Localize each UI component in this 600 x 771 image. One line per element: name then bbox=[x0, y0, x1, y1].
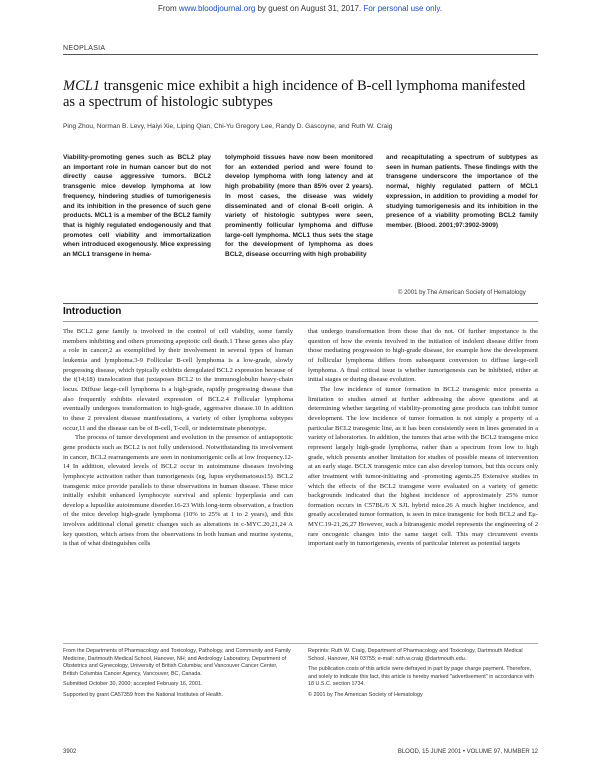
section-subrule bbox=[63, 321, 538, 322]
submission-note: Submitted October 30, 2000; accepted February 16, 2001. bbox=[63, 681, 203, 688]
footnote-copyright: © 2001 by The American Society of Hematology bbox=[308, 691, 423, 698]
body-paragraph: that undergo transformation from those that do not. Of further importance is the question of how the events involved in the initiation of indolent disease differ from those mediating progression to high-grade disease, for example how the development of follicular lymphoma differs from subsequent conversion to diffuse large-cell lymphoma. A final critical issue is whether tumorigenesis can be inhibited, either at initial stages or during disease evolution. bbox=[308, 328, 538, 384]
abstract-column-2: tolymphoid tissues have now been monitored for an extended period and were found to develop lymphoma with long latency and at high probability (more than 85% over 2 years). In most cases, the disease was widely disseminated and of clonal B-cell origin. A variety of histologic subtypes were seen, prominently follicular lymphoma and diffuse large-cell lymphoma. MCL1 thus sets the stage for the development of lymphoma as does BCL2, disease occurring with high probability bbox=[225, 154, 373, 259]
section-rule bbox=[63, 303, 538, 304]
title-gene-name: MCL1 bbox=[63, 78, 101, 94]
abstract-column-1: Viability-promoting genes such as BCL2 play an important role in human cancer but do not directly cause aggressive tumors. BCL2 transgenic mice develop lymphoma at low frequency, hindering studies of tumorigenesis and its inhibition in the presence of such gene products. MCL1 is a member of the BCL2 family that is highly regulated endogenously and that promotes cell viability and immortalization when introduced exogenously. Mice expressing an MCL1 transgene in hema- bbox=[63, 154, 211, 259]
body-column-right bbox=[308, 327, 538, 549]
affiliations-note: From the Departments of Pharmacology and Toxicology, Pathology, and Community and Family Medicine, Dartmouth Medical School, Hanover, NH; and Andrology Laboratory, Department of Obstetrics and Gynecology, University of British Columbia; and Vancouver Cancer Center, British Columbia Cancer Agency, Vancouver, BC, Canada. bbox=[63, 648, 291, 677]
download-notice bbox=[0, 4, 600, 13]
publication-cost-note: The publication costs of this article were defrayed in part by page charge payment. Therefore, and solely to indicate this fact, this article is hereby marked "advertisement" in accordance with 18 U.S.C. section 1734. bbox=[308, 666, 534, 688]
footnote-rule bbox=[63, 643, 538, 644]
download-from-text: From bbox=[157, 4, 177, 13]
reprints-note: Reprints: Ruth W. Craig, Department of Pharmacology and Toxicology, Dartmouth Medical School, Hanover, NH 03755; e-mail: ruth.w.craig @dartmouth.edu. bbox=[308, 648, 523, 662]
header-rule bbox=[63, 54, 538, 55]
author-list: Ping Zhou, Norman B. Levy, Haiyi Xie, Liping Qian, Chi-Yu Gregory Lee, Randy D. Gascoyne, and Ruth W. Craig bbox=[63, 123, 393, 130]
article-title bbox=[63, 78, 538, 110]
journal-site-link[interactable]: www.bloodjournal.org bbox=[178, 4, 256, 13]
footnotes-left bbox=[63, 648, 293, 703]
body-paragraph: The low incidence of tumor formation in BCL2 transgenic mice presents a limitation to studies aimed at further addressing the above questions and at determining whether targeting of viability-promoting gene products can inhibit tumor development. The low incidence of tumor formation is not simply a property of a particular BCL2 transgenic line, as it has been consistently seen in lines generated in a variety of laboratories. In addition, the tumors that arise with the BCL2 transgene mice represent largely high-grade lymphoma, rather than a spectrum from low to high grade, which presents another limitation for studies of possible means of intervention at an early stage. BCLX transgenic mice can also develop tumors, but this occurs only after treatment with tumor-initiating and -promoting agents.25 Extensive studies in which the effects of the BCL2 transgene were evaluated on a variety of genetic backgrounds indicated that the highest incidence of approximately 25% tumor formation occurs in C57BL/6 X SJL hybrid mice.26 A much higher incidence, and greatly accelerated tumor formation, is seen in mice transgenic for both BCL2 and Eμ-MYC.19-21,26,27 However, such a bitransgenic model represents the engineering of 2 rare oncogenic changes into the same target cell. This may circumvent events important early in tumorigenesis, events of particular interest as potential targets bbox=[308, 385, 538, 548]
title-text: transgenic mice exhibit a high incidence of B-cell lymphoma manifested as a spectrum of histologic subtypes bbox=[63, 78, 526, 110]
introduction-heading: Introduction bbox=[63, 306, 122, 317]
guest-access-text: by guest on August 31, 2017. bbox=[257, 4, 362, 13]
journal-citation: BLOOD, 15 JUNE 2001 • VOLUME 97, NUMBER 12 bbox=[397, 749, 538, 755]
page-number: 3902 bbox=[63, 749, 77, 755]
footnotes-right bbox=[308, 648, 538, 703]
section-label: NEOPLASIA bbox=[63, 45, 106, 52]
body-paragraph: The process of tumor development and evolution in the presence of antiapoptotic gene products such as BCL2 is not fully understood. Notwithstanding its involvement in cancer, BCL2 rearrangements are seen in nontumorigenic cells at low frequency.12-14 In addition, elevated levels of BCL2 occur in autoimmune diseases involving lymphocyte activation rather than tumorigenesis (eg, lupus erythematosus15). BCL2 transgenic mice provide parallels to these observations in human disease. These mice initially exhibit enhanced lymphocyte survival and splenic hyperplasia and can develop a lupuslike autoimmune disorder.16-23 With long-term observation, a fraction of the mice develop high-grade lymphoma (10% to 25% at 1 to 2 years), and this involves additional clonal genetic changes such as alterations in c-MYC.20,21,24 A key question, which arises from the observations in both human and murine systems, is that of what distinguishes cells bbox=[63, 434, 293, 548]
abstract-copyright: © 2001 by The American Society of Hematology bbox=[398, 290, 526, 296]
body-paragraph: The BCL2 gene family is involved in the control of cell viability, some family members inhibiting and others promoting apoptotic cell death.1 These genes also play a role in cancer,2 as exemplified by their involvement in several types of human leukemia and lymphoma.3-9 Follicular B-cell lymphoma is a low-grade, slowly progressing disease, which typically exhibits deregulated BCL2 expression because of the t(14;18) translocation that juxtaposes BCL2 to the immunoglobulin heavy-chain locus. Diffuse large-cell lymphoma is a high-grade, rapidly progressing disease that also frequently exhibits elevated expression of BCL2.4 Follicular lymphoma eventually undergoes transformation to high-grade, aggressive disease.10 In addition to these 2 prevalent disease manifestations, a variety of other lymphoma subtypes occur,11 and the disease can be of B-cell, T-cell, or indeterminate phenotype. bbox=[63, 328, 293, 432]
personal-use-link[interactable]: For personal use only. bbox=[363, 4, 443, 13]
abstract-column-3: and recapitulating a spectrum of subtypes as seen in human patients. These findings with the transgene underscore the importance of the normal, highly regulated pattern of MCL1 expression, in addition to providing a model for studying tumorigenesis and its inhibition in the presence of a viability promoting BCL2 family member. (Blood. 2001;97:3902-3909) bbox=[386, 154, 538, 229]
body-column-left bbox=[63, 327, 293, 549]
funding-note: Supported by grant CA57359 from the National Institutes of Health. bbox=[63, 691, 224, 698]
